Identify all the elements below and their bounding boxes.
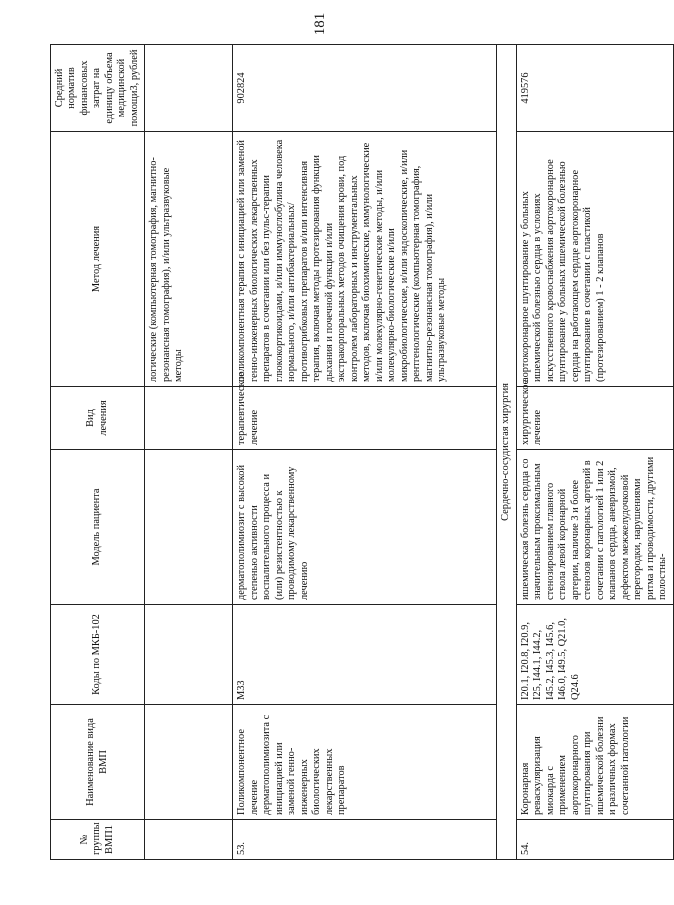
row-54-codes: I20.1, I20.8, I20.9, I25, I44.1, I44.2, I45.2, I45.3, I45.6, I46.0, I49.5, Q21.0, Q24.6 <box>516 605 673 705</box>
header-method: Метод лечения <box>51 132 145 387</box>
row-54-cost: 419576 <box>516 45 673 132</box>
continuation-method: логические (компьютерная томография, магнитно-резонансная томография), и/или ультразвуковые методы <box>145 132 233 387</box>
row-54-method: аортокоронарное шунтирование у больных ишемической болезнью сердца в условиях искусственного кровоснабжения аортокоронарное шунтирование у больных ишемической болезнью сердца на работающем сердце аортокоронарное шунтирование в сочетании с пластикой (протезированием) 1 - 2 клапанов <box>516 132 673 387</box>
table-row <box>516 45 673 860</box>
section-title: Сердечно-сосудистая хирургия <box>497 45 516 860</box>
row-53-model: дерматополимиозит с высокой степенью активности воспалительного процесса и (или) резистентностью к проводимому лекарственному лечению <box>233 450 497 605</box>
header-cost: Средний норматив финансовых затрат на единицу объема медицинской помощи3, рублей <box>51 45 145 132</box>
table-row <box>233 45 497 860</box>
row-54-model: ишемическая болезнь сердца со значительным проксимальным стенозированием главного ствола левой коронарной артерии, наличие 3 и более стенозов коронарных артерий в сочетании с патологией 1 или 2 клапанов сердца, аневризмой, дефектом межжелудочковой перегородки, нарушениями ритма и проводимости, другими полостны- <box>516 450 673 605</box>
page-number: 181 <box>311 12 328 36</box>
header-kind: Вид лечения <box>51 387 145 450</box>
header-row <box>51 45 145 860</box>
row-53-cost: 902824 <box>233 45 497 132</box>
row-54-kind: хирургическое лечение <box>516 387 673 450</box>
header-group: № группы ВМП1 <box>51 820 145 860</box>
row-54-name: Коронарная реваскуляризация миокарда с применением аортокоронарного шунтирования при ишемической болезни и различных формах сочетанной патологии <box>516 705 673 820</box>
header-codes: Коды по МКБ-102 <box>51 605 145 705</box>
header-model: Модель пациента <box>51 450 145 605</box>
row-53-method: поликомпонентная терапия с инициацией или заменой генно-инженерных биологических лекарственных препаратов в сочетании или без пульс-терапии глюкокортикоидами, и/или иммуноглобулина человека нормального, и/или антибактериальных/противогрибковых препаратов и/или интенсивная терапия, включая методы протезирования функции дыхания и почечной функции и/или экстракорпоральных методов очищения крови, под контролем лабораторных и инструментальных методов, включая биохимические, иммунологические и/или молекулярно-генетические методы, и/или молекулярно-биологические и/или микробиологические, и/или эндоскопические, и/или рентгенологические (компьютерная томография, магнитно-резонансная томография), и/или ультразвуковые методы <box>233 132 497 387</box>
section-row <box>497 45 516 860</box>
rotated-table-container <box>50 45 669 860</box>
row-53-kind: терапевтическое лечение <box>233 387 497 450</box>
row-53-name: Поликомпонентное лечение дерматополимиозита с инициацией или заменой генно-инженерных биологических лекарственных препаратов <box>233 705 497 820</box>
header-name: Наименование вида ВМП <box>51 705 145 820</box>
continuation-row <box>145 45 233 860</box>
row-53-number: 53. <box>233 820 497 860</box>
vmp-table <box>50 44 674 860</box>
row-53-codes: M33 <box>233 605 497 705</box>
row-54-number: 54. <box>516 820 673 860</box>
